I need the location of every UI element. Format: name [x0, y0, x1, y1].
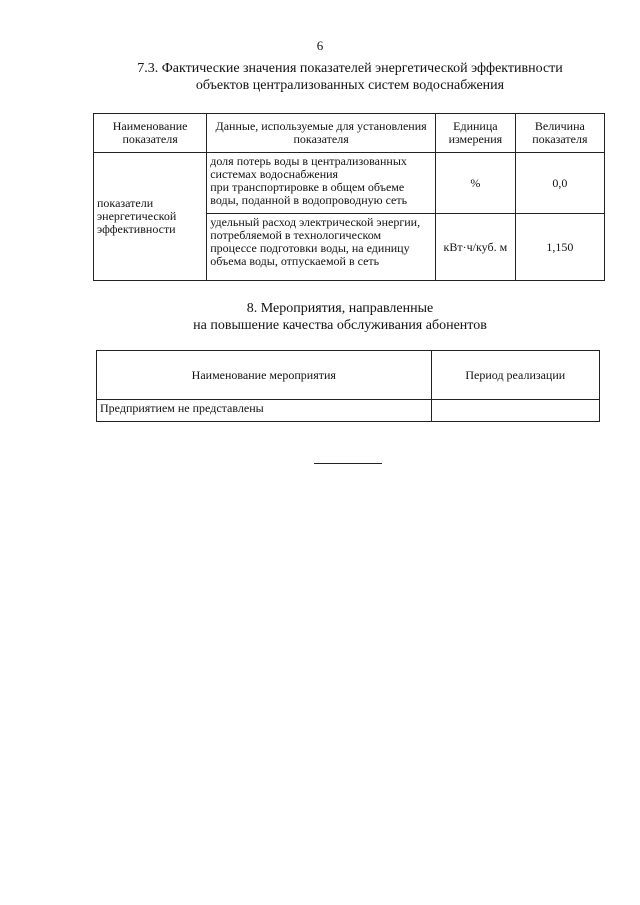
data-line: процессе подготовки воды, на единицу	[210, 241, 410, 255]
section-7-3-title-line2: объектов централизованных систем водоснабжения	[195, 78, 505, 93]
section-8-title-line1: 8. Мероприятия, направленные	[246, 301, 434, 316]
section-8-title	[40, 300, 640, 334]
table-header-row	[94, 114, 605, 153]
section-8-title-line2: на повышение качества обслуживания абонентов	[193, 318, 487, 333]
header-period: Период реализации	[431, 351, 599, 400]
header-measure-name: Наименование мероприятия	[97, 351, 432, 400]
end-separator-line	[314, 463, 382, 464]
row-value: 1,150	[515, 214, 604, 281]
measure-name-cell: Предприятием не представлены	[97, 400, 432, 422]
table-row	[94, 153, 605, 214]
row-data-description	[207, 153, 436, 214]
header-value: Величина показателя	[515, 114, 604, 153]
row-unit: %	[436, 153, 516, 214]
energy-efficiency-table	[93, 113, 605, 281]
data-line: при транспортировке в общем объеме	[210, 180, 405, 194]
header-unit: Единица измерения	[436, 114, 516, 153]
measures-table	[96, 350, 600, 422]
measure-period-cell	[431, 400, 599, 422]
row-unit: кВт·ч/куб. м	[436, 214, 516, 281]
section-7-3-title-line1: 7.3. Фактические значения показателей энергетической эффективности	[137, 61, 563, 76]
header-data-used: Данные, используемые для установления показателя	[207, 114, 436, 153]
row-value: 0,0	[515, 153, 604, 214]
data-line: доля потерь воды в централизованных	[210, 154, 407, 168]
table-header-row	[97, 351, 600, 400]
header-indicator-name: Наименование показателя	[94, 114, 207, 153]
page-number: 6	[316, 38, 324, 53]
data-line: удельный расход электрической энергии,	[210, 215, 421, 229]
data-line: потребляемой в технологическом	[210, 228, 382, 242]
table-row	[97, 400, 600, 422]
section-7-3-title	[60, 60, 640, 94]
data-line: системах водоснабжения	[210, 167, 339, 181]
row-data-description	[207, 214, 436, 281]
data-line: воды, поданной в водопроводную сеть	[210, 193, 408, 207]
data-line: объема воды, отпускаемой в сеть	[210, 254, 380, 268]
indicator-group-name: показатели энергетической эффективности	[94, 153, 207, 281]
